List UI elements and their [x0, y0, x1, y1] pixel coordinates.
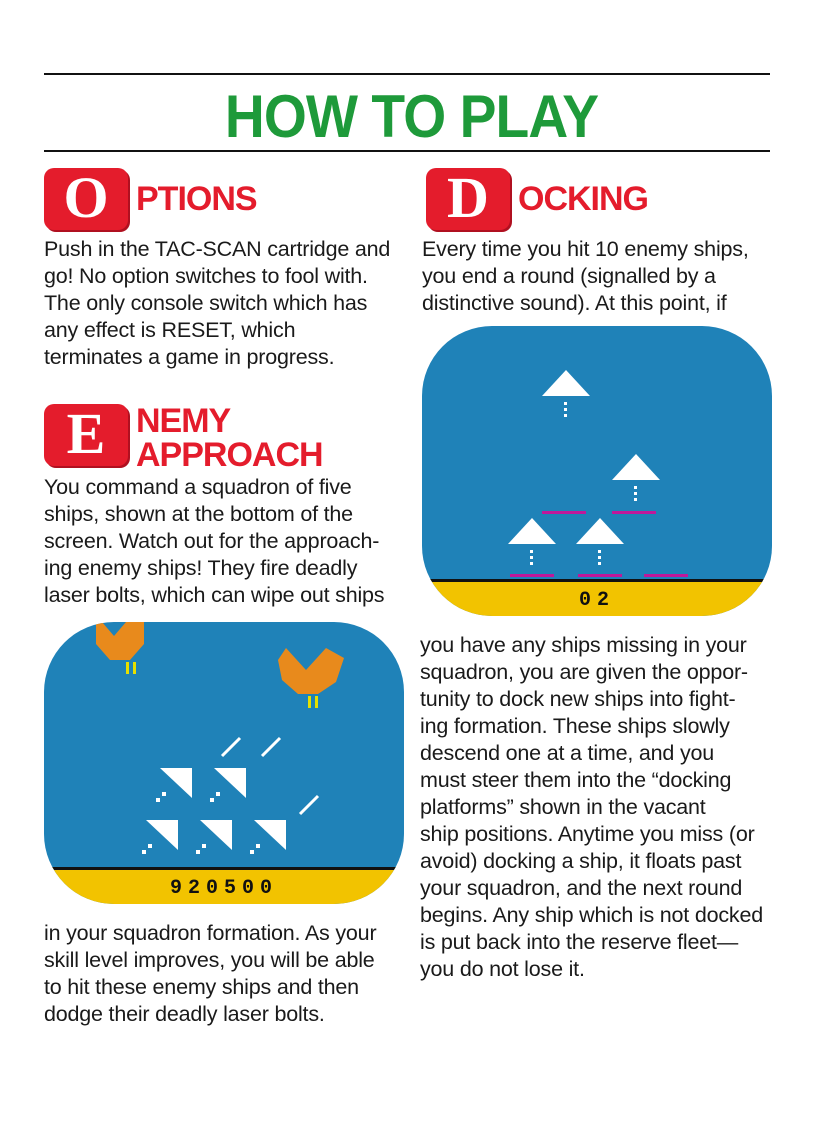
enemy-laser-icon — [126, 662, 136, 674]
docking-body — [422, 236, 749, 317]
top-rule — [44, 73, 770, 75]
page-title: HOW TO PLAY — [224, 83, 599, 150]
enemy-ship-icon — [96, 622, 144, 660]
docking-line: Every time you hit 10 enemy ships, — [422, 237, 749, 261]
enemy-laser-icon — [308, 696, 318, 708]
docking-line: descend one at a time, and you — [420, 741, 715, 765]
enemy-heading-line2: APPROACH — [136, 436, 323, 474]
docking-platform — [510, 574, 554, 577]
enemy-line: skill level improves, you will be able — [44, 948, 375, 972]
docking-platform — [644, 574, 688, 577]
docking-line: is put back into the reserve fleet— — [420, 930, 739, 954]
docking-line: you end a round (signalled by a — [422, 264, 716, 288]
options-heading: PTIONS — [136, 180, 257, 218]
enemy-scene — [44, 622, 404, 904]
docking-ground-bar — [422, 579, 772, 616]
docking-platform — [578, 574, 622, 577]
enemy-initial: E — [44, 404, 128, 466]
enemy-body — [44, 474, 384, 609]
player-squadron — [142, 768, 286, 854]
options-line: terminates a game in progress. — [44, 345, 335, 369]
enemy-line: to hit these enemy ships and then — [44, 975, 359, 999]
enemy-game-screenshot — [44, 622, 404, 904]
docking-platform — [542, 511, 586, 514]
enemy-line: dodge their deadly laser bolts. — [44, 1002, 325, 1026]
docking-platform — [612, 511, 656, 514]
docking-line: must steer them into the “docking — [420, 768, 732, 792]
docking-line: you do not lose it. — [420, 957, 585, 981]
enemy-line: in your squadron formation. As your — [44, 921, 377, 945]
enemy-score: 920500 — [169, 877, 278, 900]
enemy-line: laser bolts, which can wipe out ships — [44, 583, 385, 607]
docking-ships — [508, 370, 660, 565]
enemy-line: ships, shown at the bottom of the — [44, 502, 353, 526]
docking-ship-icon — [508, 518, 556, 544]
enemy-body-continued — [44, 920, 376, 1028]
docking-line: avoid) docking a ship, it floats past — [420, 849, 742, 873]
options-line: Push in the TAC-SCAN cartridge and — [44, 237, 391, 261]
options-line: go! No option switches to fool with. — [44, 264, 368, 288]
docking-scene — [422, 326, 772, 616]
docking-line: squadron, you are given the oppor- — [420, 660, 748, 684]
docking-ship-icon — [612, 454, 660, 480]
descending-ship-icon — [542, 370, 590, 396]
docking-heading: OCKING — [518, 180, 648, 218]
options-line: The only console switch which has — [44, 291, 368, 315]
enemy-line: screen. Watch out for the approach- — [44, 529, 380, 553]
docking-body-continued — [420, 632, 763, 983]
docking-score: 02 — [578, 589, 615, 612]
options-initial: O — [44, 168, 128, 230]
docking-game-screenshot — [422, 326, 772, 616]
enemy-line: ing enemy ships! They fire deadly — [44, 556, 358, 580]
docking-line: ship positions. Anytime you miss (or — [420, 822, 755, 846]
enemy-ship-icon — [278, 648, 344, 694]
enemy-line: You command a squadron of five — [44, 475, 352, 499]
docking-line: platforms” shown in the vacant — [420, 795, 706, 819]
docking-line: ing formation. These ships slowly — [420, 714, 730, 738]
docking-line: tunity to dock new ships into fight- — [420, 687, 736, 711]
docking-initial: D — [426, 168, 510, 230]
options-line: any effect is RESET, which — [44, 318, 296, 342]
docking-line: distinctive sound). At this point, if — [422, 291, 727, 315]
title-rule — [44, 150, 770, 152]
docking-line: your squadron, and the next round — [420, 876, 743, 900]
docking-ship-icon — [576, 518, 624, 544]
enemy-heading-line1: NEMY — [136, 402, 231, 440]
options-body — [44, 236, 390, 371]
docking-line: begins. Any ship which is not docked — [420, 903, 763, 927]
docking-line: you have any ships missing in your — [420, 633, 747, 657]
enemy-ground-bar — [44, 867, 404, 904]
